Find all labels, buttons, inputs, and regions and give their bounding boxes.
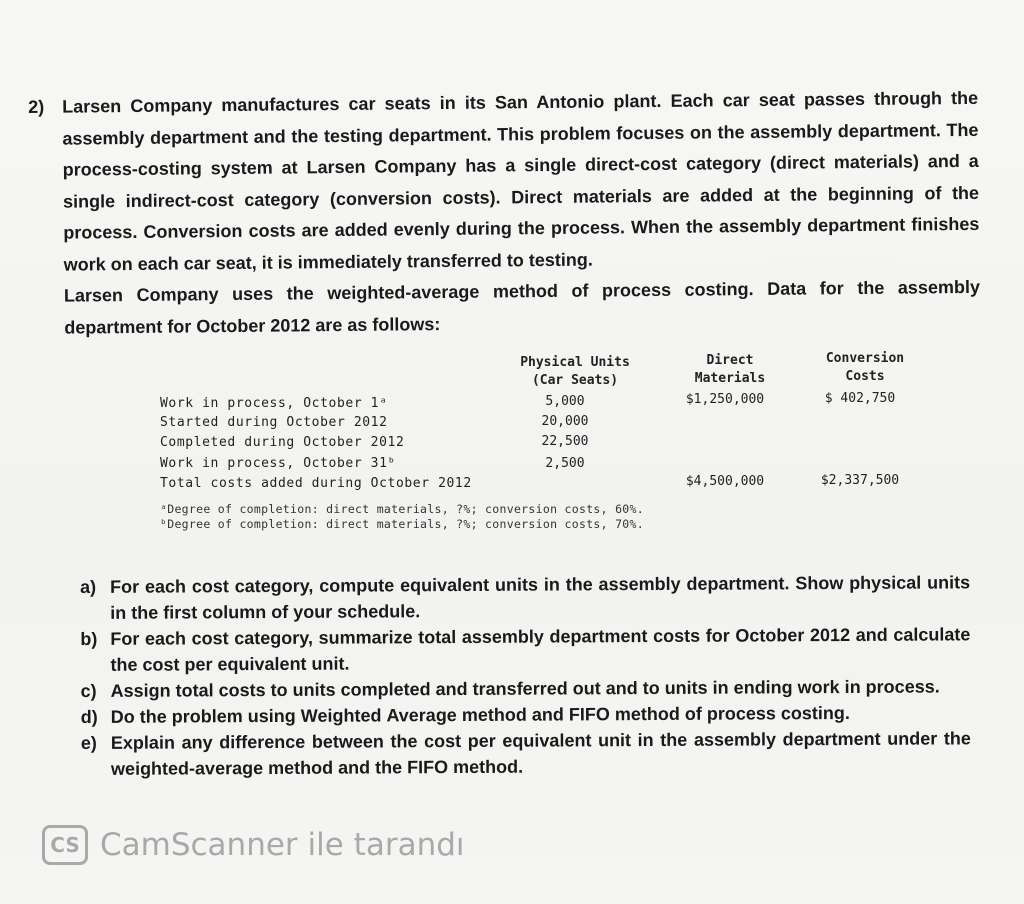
header-conversion-costs xyxy=(805,350,925,386)
units-wip-oct31: 2,500 xyxy=(545,456,585,471)
header-physical-units xyxy=(505,354,645,390)
dm-total-costs: $4,500,000 xyxy=(685,474,765,489)
footnote-a: ᵃDegree of completion: direct materials, ?%; conversion costs, 60%. xyxy=(160,502,644,516)
question-a xyxy=(80,569,970,626)
questions-list xyxy=(80,569,971,782)
question-b xyxy=(80,621,970,678)
question-text: For each cost category, compute equivalent units in the assembly department. Show physical units in the first column of your schedule. xyxy=(110,572,971,623)
question-d-pre: Do the problem using Weighted xyxy=(110,705,387,727)
question-label: c) xyxy=(80,680,97,701)
question-d-post: of process costing. xyxy=(679,702,850,724)
question-d-emphasis-average: Average method xyxy=(386,704,527,726)
question-label: d) xyxy=(80,706,98,727)
units-started: 20,000 xyxy=(541,414,589,429)
question-text: For each cost category, summarize total assembly department costs for October 2012 and calculate the cost per equivalent unit. xyxy=(110,624,971,675)
cc-total-costs: $2,337,500 xyxy=(820,473,900,488)
intro-paragraph-1: Larsen Company manufactures car seats in its San Antonio plant. Each car seat passes through the assembly department and the testing department. This problem focuses on the assembly department. The process-costing system at Larsen Company has a single direct-cost category (direct materials) and a single indirect-cost category (conversion costs). Direct materials are added at the beginning of the process. Conversion costs are added evenly during the process. When the assembly department finishes work on each car seat, it is immediately transferred to testing. xyxy=(62,87,980,275)
row-label-total-costs: Total costs added during October 2012 xyxy=(160,476,472,491)
footnote-b: ᵇDegree of completion: direct materials, ?%; conversion costs, 70%. xyxy=(160,517,644,531)
problem-number: 2) xyxy=(28,96,45,117)
question-d-emphasis-fifo: FIFO method xyxy=(568,703,680,725)
header-direct-line1: Direct xyxy=(706,353,754,368)
camscanner-watermark xyxy=(42,822,465,868)
question-e xyxy=(81,725,971,782)
data-table xyxy=(160,352,920,532)
camscanner-logo-icon: CS xyxy=(42,825,88,865)
header-physical-units-line2: (Car Seats) xyxy=(531,373,619,388)
header-direct-line2: Materials xyxy=(694,371,766,386)
units-completed: 22,500 xyxy=(541,434,589,449)
row-label-wip-oct1: Work in process, October 1ᵃ xyxy=(160,396,388,411)
header-conversion-line1: Conversion xyxy=(825,351,905,366)
intro-paragraph-2: Larsen Company uses the weighted-average method of process costing. Data for the assembly department for October 2012 are as follows: xyxy=(63,276,981,338)
question-label: e) xyxy=(80,732,97,753)
units-wip-oct1: 5,000 xyxy=(545,394,585,409)
question-label: b) xyxy=(80,628,98,649)
row-label-started: Started during October 2012 xyxy=(160,415,388,430)
header-direct-materials xyxy=(670,352,790,388)
header-conversion-line2: Costs xyxy=(845,369,885,384)
question-label: a) xyxy=(80,576,97,597)
row-label-completed: Completed during October 2012 xyxy=(160,435,405,450)
watermark-text: CamScanner ile tarandı xyxy=(100,827,465,863)
row-label-wip-oct31: Work in process, October 31ᵇ xyxy=(160,456,396,471)
header-physical-units-line1: Physical Units xyxy=(520,355,630,370)
question-d-mid: and xyxy=(526,704,569,725)
question-text: Assign total costs to units completed and transferred out and to units in ending work in process. xyxy=(110,676,940,701)
question-text: Explain any difference between the cost per equivalent unit in the assembly department under the weighted-average method and the FIFO method. xyxy=(110,728,971,779)
dm-wip-oct1: $1,250,000 xyxy=(685,392,765,407)
problem-intro xyxy=(28,83,980,344)
cc-wip-oct1: $ 402,750 xyxy=(824,391,896,406)
